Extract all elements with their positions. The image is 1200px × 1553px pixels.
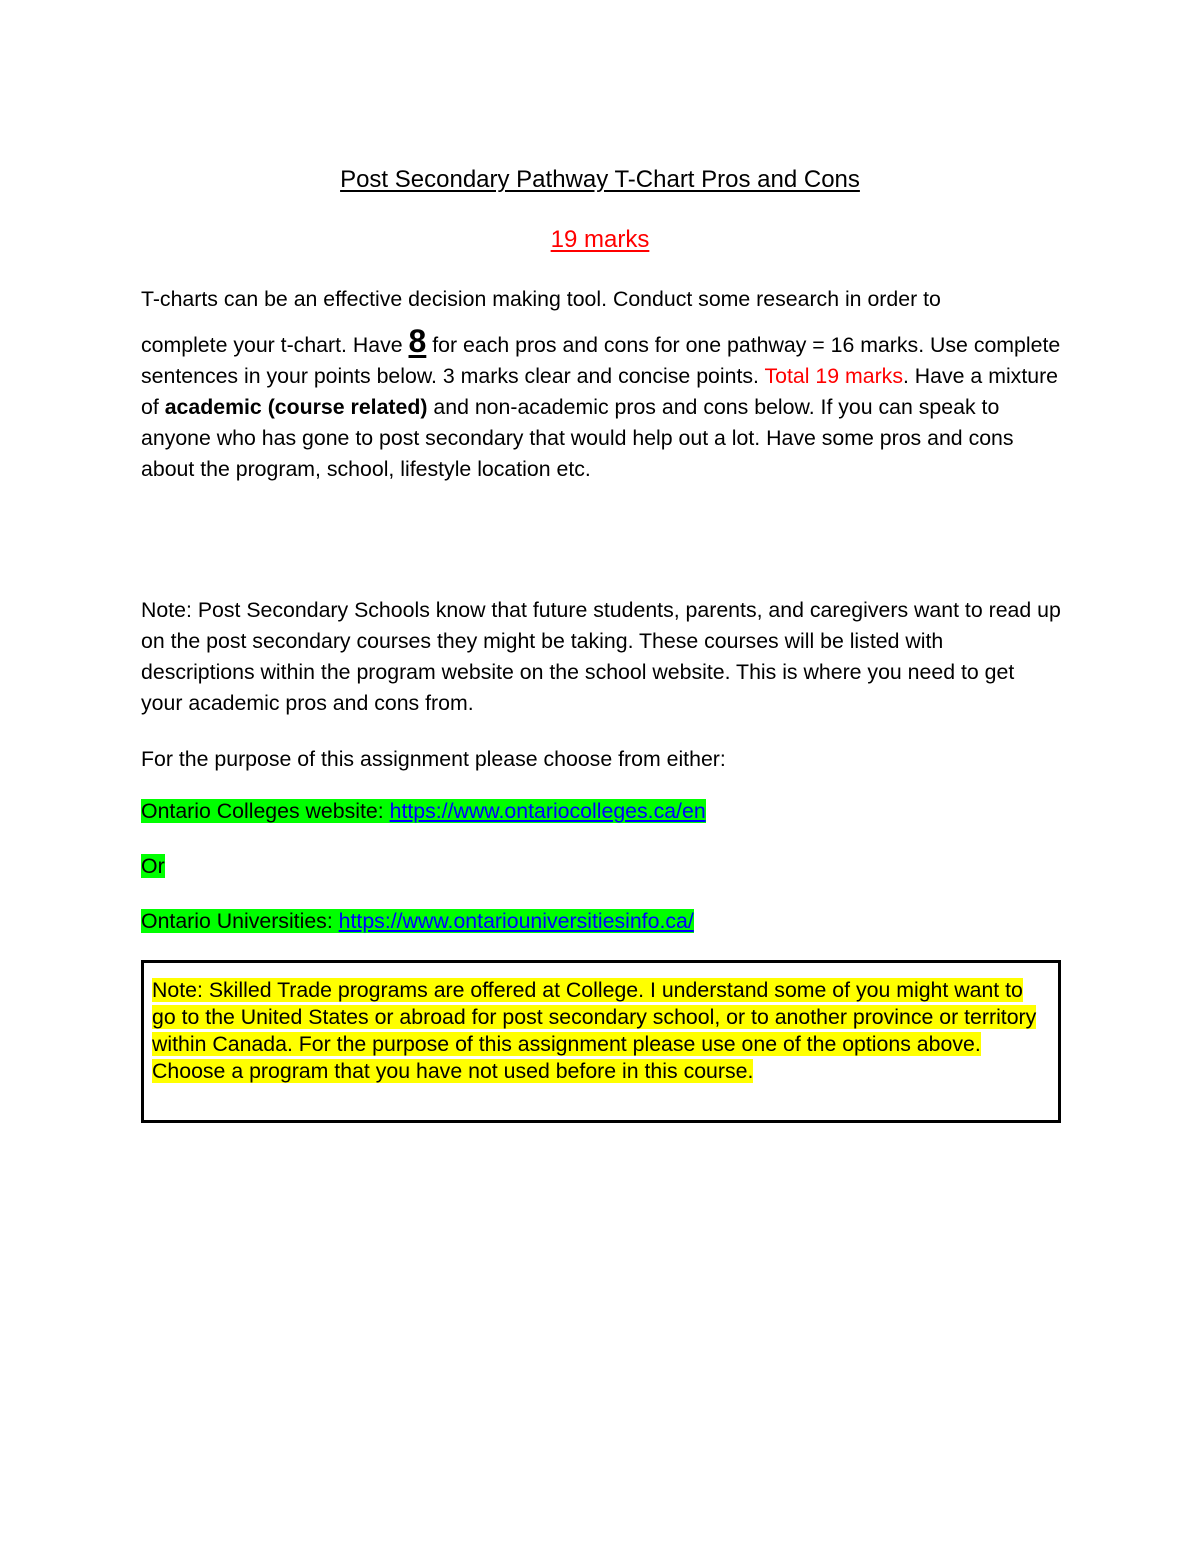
intro-text-4: . Have a mixture of <box>141 364 1059 419</box>
intro-text-3: for each pros and cons for one pathway = 16 marks. Use complete sentences in your points below. 3 marks clear and concise points. <box>141 333 1061 388</box>
intro-body <box>141 323 1061 485</box>
or-line <box>141 853 165 880</box>
schools-note-paragraph: Note: Post Secondary Schools know that future students, parents, and caregivers want to read up on the post secondary courses they might be taking. These courses will be listed with descriptions within the program website on the school website. This is where you need to get your academic pros and cons from. <box>141 598 1061 715</box>
document-title: Post Secondary Pathway T-Chart Pros and Cons <box>340 166 860 193</box>
skilled-trade-note-text-wrap <box>152 977 1042 1085</box>
or-text: Or <box>141 854 165 878</box>
colleges-line <box>141 798 706 825</box>
total-marks-inline: Total 19 marks <box>764 364 903 388</box>
intro-text-1: T-charts can be an effective decision making tool. Conduct some research in order to <box>141 287 941 311</box>
intro-paragraph <box>141 284 1061 485</box>
universities-label: Ontario Universities: <box>141 909 339 933</box>
universities-line <box>141 908 694 935</box>
skilled-trade-note: Note: Skilled Trade programs are offered at College. I understand some of you might want to go to the United States or abroad for post secondary school, or to another province or territory within Canada. For the purpose of this assignment please use one of the options above. Choose a program that you have not used before in this course. <box>152 978 1037 1083</box>
intro-text-2: complete your t-chart. Have <box>141 333 409 357</box>
colleges-link[interactable]: https://www.ontariocolleges.ca/en <box>389 799 706 823</box>
choose-prompt: For the purpose of this assignment please choose from either: <box>141 747 726 771</box>
universities-link[interactable]: https://www.ontariouniversitiesinfo.ca/ <box>338 909 694 933</box>
academic-emphasis: academic (course related) <box>164 395 428 419</box>
intro-text-5: and non-academic pros and cons below. If you can speak to anyone who has gone to post secondary that would help out a lot. Have some pros and cons about the program, school, lifestyle location etc. <box>141 395 1014 481</box>
total-marks-heading: 19 marks <box>550 226 650 253</box>
colleges-label: Ontario Colleges website: <box>141 799 390 823</box>
skilled-trade-note-box <box>141 960 1061 1123</box>
pros-cons-count: 8 <box>408 323 427 359</box>
